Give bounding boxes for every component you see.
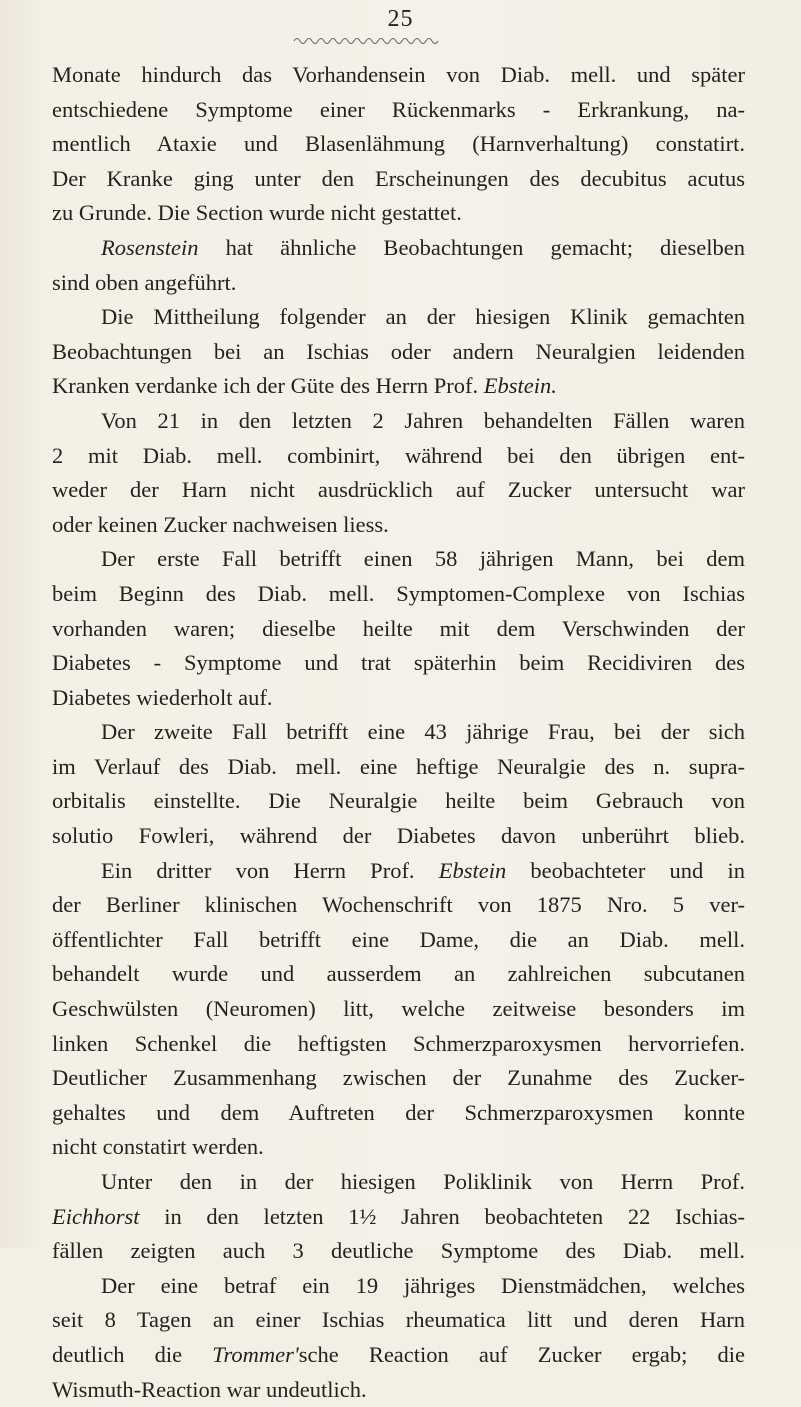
text-line	[52, 369, 745, 404]
text-segment: beobachteter und in	[506, 857, 745, 883]
text-segment: beim Beginn des Diab. mell. Symptomen-Complexe von Ischias	[52, 580, 745, 606]
text-line	[52, 1027, 745, 1062]
text-line	[52, 93, 745, 128]
text-segment: Von 21 in den letzten 2 Jahren behandelten Fällen waren	[101, 407, 745, 433]
text-segment: in den letzten 1½ Jahren beobachteten 22 Ischias-	[139, 1203, 745, 1229]
text-line	[52, 335, 745, 370]
italic-name: Rosenstein	[101, 234, 199, 260]
text-line	[52, 473, 745, 508]
text-segment: öffentlichter Fall betrifft eine Dame, die an Diab. mell.	[52, 926, 745, 952]
text-segment: Ein dritter von Herrn Prof.	[101, 857, 439, 883]
text-segment: Die Mittheilung folgender an der hiesigen Klinik gemachten	[101, 304, 745, 330]
text-line	[52, 1130, 745, 1165]
text-segment: solutio Fowleri, während der Diabetes davon unberührt blieb.	[52, 823, 745, 849]
text-line	[52, 542, 745, 577]
text-line	[52, 888, 745, 923]
text-segment: seit 8 Tagen an einer Ischias rheumatica litt und deren Harn	[52, 1307, 745, 1333]
text-line	[52, 1234, 745, 1269]
text-segment: entschiedene Symptome einer Rückenmarks - Erkrankung, na-	[52, 96, 745, 122]
text-segment: weder der Harn nicht ausdrücklich auf Zucker untersucht war	[52, 477, 745, 503]
text-segment: Der erste Fall betrifft einen 58 jährigen Mann, bei dem	[101, 546, 745, 572]
text-segment: hat ähnliche Beobachtungen gemacht; dieselben	[198, 234, 745, 260]
text-segment: zu Grunde. Die Section wurde nicht gestattet.	[52, 200, 462, 226]
text-line	[52, 162, 745, 197]
body-text	[52, 58, 745, 1407]
text-segment: behandelt wurde und ausserdem an zahlreichen subcutanen	[52, 961, 745, 987]
italic-name: Ebstein	[438, 857, 507, 883]
text-segment: deutlich die	[52, 1341, 213, 1367]
text-segment: Diabetes - Symptome und trat späterhin beim Recidiviren des	[52, 650, 745, 676]
text-segment: Deutlicher Zusammenhang zwischen der Zunahme des Zucker-	[52, 1065, 745, 1091]
text-line	[52, 612, 745, 647]
text-segment: mentlich Ataxie und Blasenlähmung (Harnverhaltung) constatirt.	[52, 131, 745, 157]
text-segment: Diabetes wiederholt auf.	[52, 684, 273, 710]
text-line	[52, 266, 745, 301]
page-number: 25	[387, 6, 414, 32]
italic-name: Trommer'	[212, 1341, 299, 1367]
text-line	[52, 404, 745, 439]
decorative-rule	[292, 34, 442, 48]
text-segment: fällen zeigten auch 3 deutliche Symptome des Diab. mell.	[52, 1238, 745, 1264]
text-line	[52, 681, 745, 716]
text-segment: Geschwülsten (Neuromen) litt, welche zeitweise besonders im	[52, 996, 745, 1022]
text-line	[52, 300, 745, 335]
text-segment: Beobachtungen bei an Ischias oder andern Neuralgien leidenden	[52, 338, 745, 364]
text-segment: Der eine betraf ein 19 jähriges Dienstmädchen, welches	[101, 1272, 745, 1298]
text-line	[52, 1165, 745, 1200]
text-line	[52, 508, 745, 543]
text-line	[52, 784, 745, 819]
text-line	[52, 646, 745, 681]
text-line	[52, 854, 745, 889]
text-line	[52, 577, 745, 612]
text-segment: im Verlauf des Diab. mell. eine heftige Neuralgie des n. supra-	[52, 753, 745, 779]
text-segment: Der zweite Fall betrifft eine 43 jährige Frau, bei der sich	[101, 719, 745, 745]
text-line	[52, 231, 745, 266]
text-line	[52, 992, 745, 1027]
italic-name: Eichhorst	[52, 1203, 140, 1229]
italic-name: Ebstein.	[483, 373, 557, 399]
text-segment: der Berliner klinischen Wochenschrift von 1875 Nro. 5 ver-	[52, 892, 745, 918]
text-line	[52, 957, 745, 992]
text-segment: sind oben angeführt.	[52, 269, 237, 295]
text-line	[52, 439, 745, 474]
text-segment: Wismuth-Reaction war undeutlich.	[52, 1376, 367, 1402]
text-line	[52, 750, 745, 785]
text-line	[52, 127, 745, 162]
text-segment: Monate hindurch das Vorhandensein von Diab. mell. und später	[52, 62, 745, 87]
text-line	[52, 1373, 745, 1407]
text-line	[52, 1338, 745, 1373]
text-segment: sche Reaction auf Zucker ergab; die	[298, 1341, 746, 1367]
text-line	[52, 1200, 745, 1235]
text-segment: Unter den in der hiesigen Poliklinik von Herrn Prof.	[101, 1169, 745, 1194]
text-line	[52, 923, 745, 958]
text-segment: orbitalis einstellte. Die Neuralgie heilte beim Gebrauch von	[52, 788, 745, 814]
text-line	[52, 1269, 745, 1304]
text-segment: linken Schenkel die heftigsten Schmerzparoxysmen hervorriefen.	[52, 1030, 745, 1056]
text-segment: gehaltes und dem Auftreten der Schmerzparoxysmen konnte	[52, 1099, 745, 1125]
text-segment: oder keinen Zucker nachweisen liess.	[52, 511, 389, 537]
text-segment: 2 mit Diab. mell. combinirt, während bei den übrigen ent-	[52, 442, 745, 468]
text-line	[52, 58, 745, 93]
text-segment: nicht constatirt werden.	[52, 1134, 264, 1160]
text-line	[52, 196, 745, 231]
text-line	[52, 715, 745, 750]
text-segment: Der Kranke ging unter den Erscheinungen des decubitus acutus	[52, 165, 745, 191]
text-line	[52, 1061, 745, 1096]
text-line	[52, 1096, 745, 1131]
text-segment: vorhanden waren; dieselbe heilte mit dem Verschwinden der	[52, 615, 745, 641]
text-line	[52, 819, 745, 854]
text-line	[52, 1303, 745, 1338]
text-segment: Kranken verdanke ich der Güte des Herrn Prof.	[52, 373, 484, 399]
